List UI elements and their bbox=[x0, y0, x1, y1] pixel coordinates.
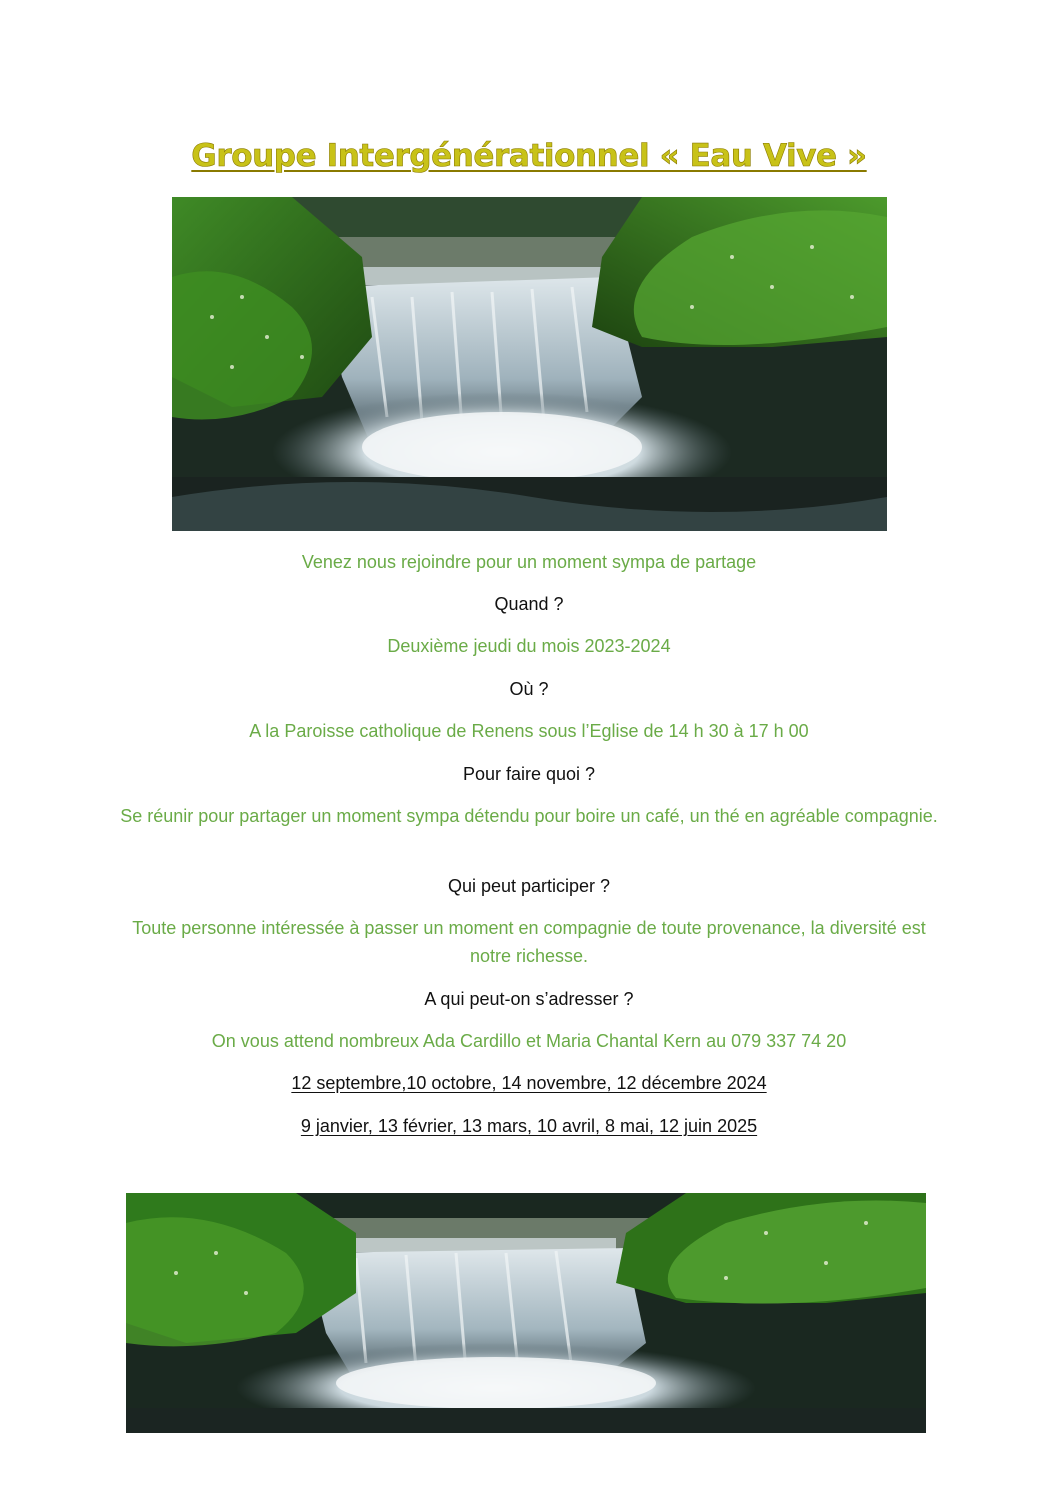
when-answer: Deuxième jeudi du mois 2023-2024 bbox=[387, 636, 671, 656]
who-answer: Toute personne intéressée à passer un moment en compagnie de toute provenance, la diversité est notre richesse. bbox=[132, 918, 926, 966]
who-question: Qui peut participer ? bbox=[447, 876, 611, 896]
waterfall-photo-bottom bbox=[126, 1193, 926, 1433]
contact-question: A qui peut-on s’adresser ? bbox=[424, 989, 634, 1009]
when-question: Quand ? bbox=[494, 594, 564, 614]
where-question: Où ? bbox=[509, 679, 549, 699]
waterfall-image bbox=[126, 1193, 926, 1433]
where-answer: A la Paroisse catholique de Renens sous l’Eglise de 14 h 30 à 17 h 00 bbox=[249, 721, 809, 741]
purpose-answer: Se réunir pour partager un moment sympa détendu pour boire un café, un thé en agréable compagnie. bbox=[120, 806, 938, 826]
contact-answer: On vous attend nombreux Ada Cardillo et Maria Chantal Kern au 079 337 74 20 bbox=[211, 1031, 847, 1051]
dates-2024: 12 septembre,10 octobre, 14 novembre, 12 décembre 2024 bbox=[291, 1073, 767, 1093]
waterfall-photo-top bbox=[172, 197, 887, 531]
intro-text: Venez nous rejoindre pour un moment sympa de partage bbox=[301, 552, 757, 572]
page-title bbox=[0, 132, 1058, 180]
dates-2025: 9 janvier, 13 février, 13 mars, 10 avril, 8 mai, 12 juin 2025 bbox=[300, 1116, 758, 1136]
purpose-question: Pour faire quoi ? bbox=[462, 764, 596, 784]
page-title-text: Groupe Intergénérationnel « Eau Vive » bbox=[191, 138, 867, 174]
waterfall-image bbox=[172, 197, 887, 531]
